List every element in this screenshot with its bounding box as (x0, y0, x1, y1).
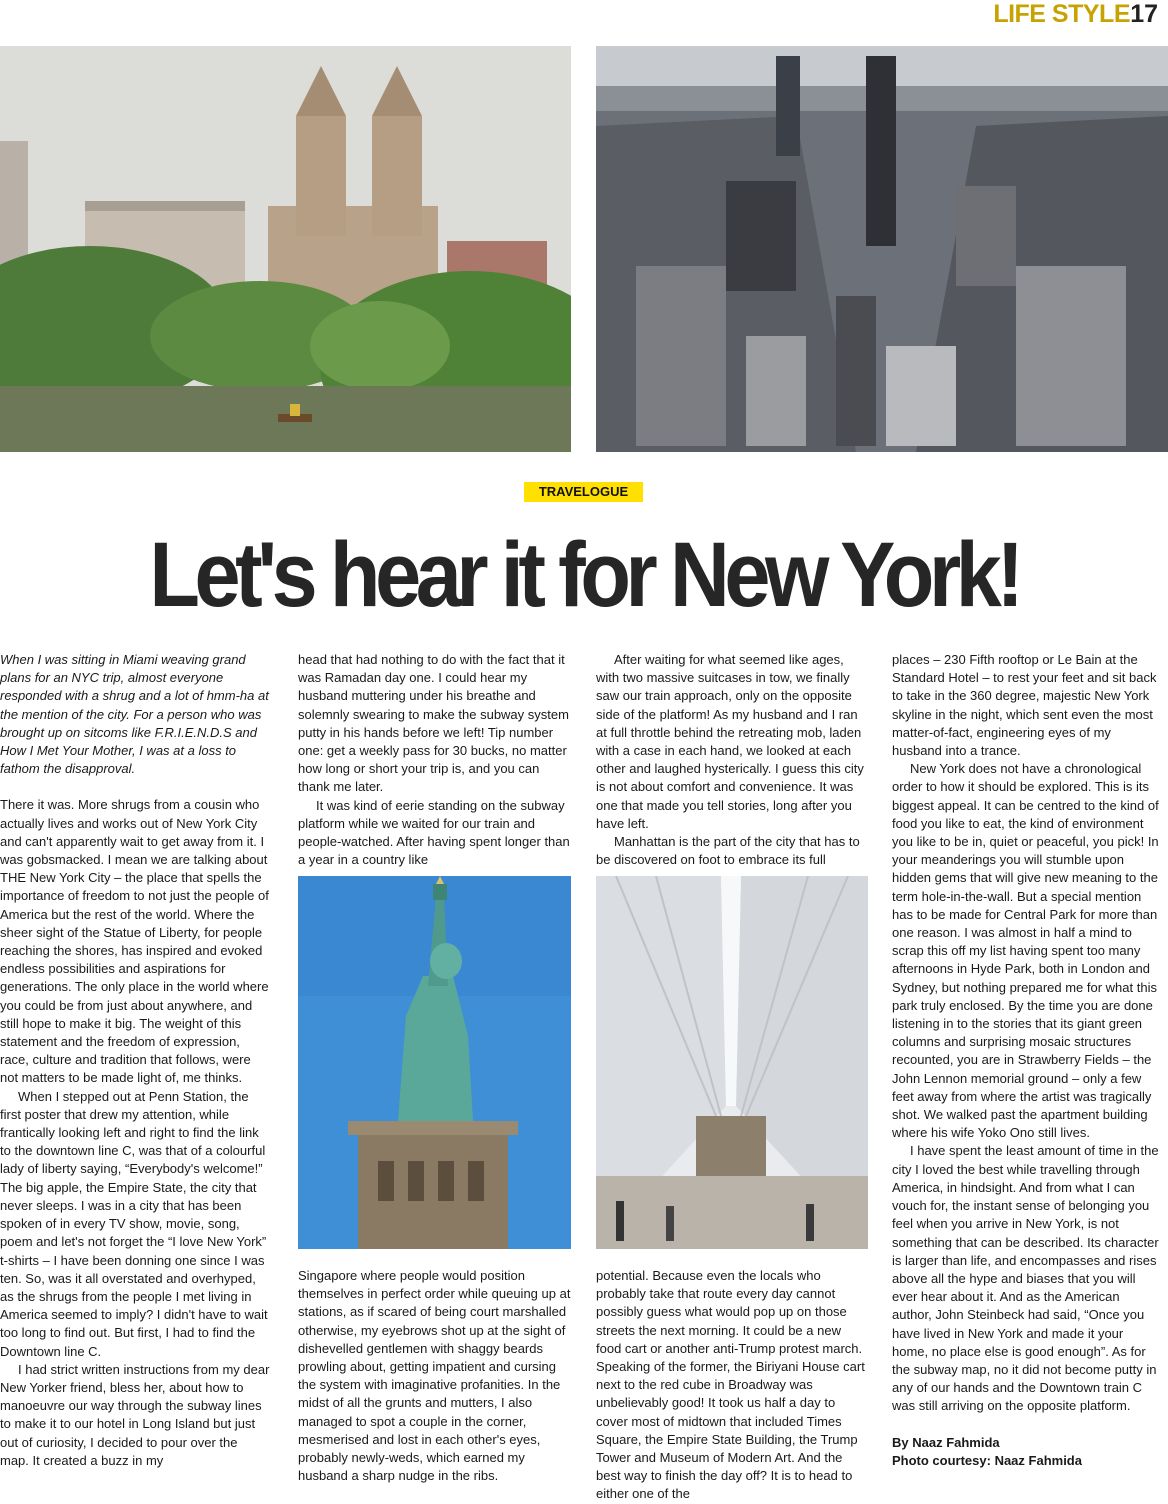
byline: By Naaz Fahmida (892, 1434, 1000, 1450)
paragraph: I had strict written instructions from my dear New Yorker friend, bless her, about how to manoeuvre our way through the subway lines to make it to our hotel in Long Island but just out of curiosity, I decided to pour over the map. It created a buzz in my (0, 1361, 270, 1468)
paragraph: When I stepped out at Penn Station, the first poster that drew my attention, while frantically looking left and right to find the link to the downtown line C, was that of a colourful lady of liberty saying, “Everybody's welcome!” The big apple, the Empire State, the city that never sleeps. I was in a city that has been spoken of in every TV show, movie, song, poem and let's not forget the “I love New York” t-shirts – I have been donning one since I was ten. So, was it all overstated and overhyped, as the shrugs from the people I met living in America seemed to imply? I didn't have to wait too long to find out. But first, I had to find the Downtown line C. (0, 1088, 268, 1359)
aerial-skyline-photo (596, 46, 1168, 452)
intro-paragraph: When I was sitting in Miami weaving grand plans for an NYC trip, almost everyone responded with a shrug and a lot of hmm-ha at the mention of the city. For a person who was brought up on sitcoms like F.R.I.E.N.D.S and How I Met Your Mother, I was at a loss to fathom the disapproval. (0, 652, 269, 777)
paragraph: There it was. More shrugs from a cousin who actually lives and works out of New York City and can't apparently wait to get away from it. I was gobsmacked. I mean we are talking about THE New York City – the place that spells the importance of freedom to not just the people of America but the rest of the world. Where the sheer sight of the Statue of Liberty, for people reaching the shores, has inspired and evoked endless possibilities and aspirations for generations. The only place in the world where you could be from just about anywhere, and still hope to make it big. The weight of this statement and the freedom of expression, race, culture and tradition that follows, were not matters to be made light of, me thinks. (0, 797, 269, 1086)
article-column-2-bottom (298, 1267, 571, 1485)
paragraph: After waiting for what seemed like ages, with two massive suitcases in tow, we finally saw our train approach, only on the opposite side of the platform! As my husband and I ran at full throttle behind the retreating mob, laden with a case in each hand, we looked at each other and laughed hysterically. I guess this city is not about comfort and convenience. It was one that made you tell stories, long after you have left. (596, 652, 864, 831)
central-park-photo (0, 46, 571, 452)
paragraph: Singapore where people would position themselves in perfect order while queuing up at stations, as if scared of being court marshalled otherwise, my eyebrows shot up at the sight of dishevelled gentlemen with shaggy beards prowling about, getting impatient and cursing the system with imaginative profanities. In the midst of all the grunts and mutters, I also managed to spot a couple in the corner, mesmerised and lost in each other's eyes, probably newly-weds, which earned my husband a sharp nudge in the ribs. (298, 1268, 571, 1484)
oculus-interior-photo (596, 876, 868, 1249)
paragraph: places – 230 Fifth rooftop or Le Bain at the Standard Hotel – to rest your feet and sit back to take in the 360 degree, majestic New York skyline in the night, which sent even the most matter-of-fact, engineering eyes of my husband into a trance. (892, 652, 1157, 759)
paragraph: New York does not have a chronological order to how it should be explored. This is its biggest appeal. It can be centred to the kind of food you like to eat, the kind of environment you like to be in, quiet or peaceful, you pick! In your meanderings you will stumble upon hidden gems that will give new meaning to the term hole-in-the-wall. But a special mention has to be made for Central Park for more than one reason. I was almost in half a mind to scrap this off my list having spent too many afternoons in Hyde Park, both in London and Sydney, but nothing prepared me for what this park truly enclosed. By the time you are done listening in to the stories that its giant green columns and surprising mosaic structures recounted, you are in Strawberry Fields – the John Lennon memorial ground – only a few feet away from where the artist was tragically shot. We walked past the apartment building where his wife Yoko Ono still lives. (892, 761, 1159, 1141)
article-column-2-top (298, 651, 571, 869)
headline: Let's hear it for New York! (149, 524, 1019, 626)
article-column-3-bottom (596, 1267, 868, 1504)
article-column-1 (0, 651, 270, 1470)
paragraph: head that had nothing to do with the fact that it was Ramadan day one. I could hear my husband muttering under his breathe and solemnly swearing to make the subway system putty in his hands before we left! Tip number one: get a weekly pass for 30 bucks, no matter how long or short your trip is, and you can thank me later. (298, 652, 569, 795)
section-kicker: TRAVELOGUE (524, 482, 643, 502)
paragraph: I have spent the least amount of time in the city I loved the best while travelling through America, in hindsight. And from what I can vouch for, the instant sense of belonging you feel when you arrive in New York, is not something that can be described. Its character is larger than life, and encompasses and rises above all the hype and biases that you will ever hear about it. And as the American author, John Steinbeck had said, “Once you have lived in New York and made it your home, no place else is good enough”. As for the subway map, no it did not become putty in any of our hands and the Downtown train C was still arriving on the opposite platform. (892, 1143, 1159, 1414)
article-column-4 (892, 651, 1162, 1470)
page-number: 17 (1130, 0, 1158, 28)
paragraph: potential. Because even the locals who probably take that route every day cannot possibly guess what would pop up on those streets the next morning. It could be a new food cart or another anti-Trump protest march. Speaking of the former, the Biriyani House cart next to the red cube in Broadway was unbelievably good! It took us half a day to cover most of midtown that included Times Square, the Empire State Building, the Trump Tower and Museum of Modern Art. And the best way to finish the day off? It is to head to either one of the (596, 1268, 865, 1502)
statue-of-liberty-photo (298, 876, 571, 1249)
section-label: LIFE STYLE (993, 0, 1130, 28)
paragraph: It was kind of eerie standing on the subway platform while we waited for our train and people-watched. After having spent longer than a year in a country like (298, 797, 570, 868)
paragraph: Manhattan is the part of the city that has to be discovered on foot to embrace its full (596, 834, 860, 868)
photo-credit: Photo courtesy: Naaz Fahmida (892, 1452, 1082, 1468)
article-column-3-top (596, 651, 868, 869)
